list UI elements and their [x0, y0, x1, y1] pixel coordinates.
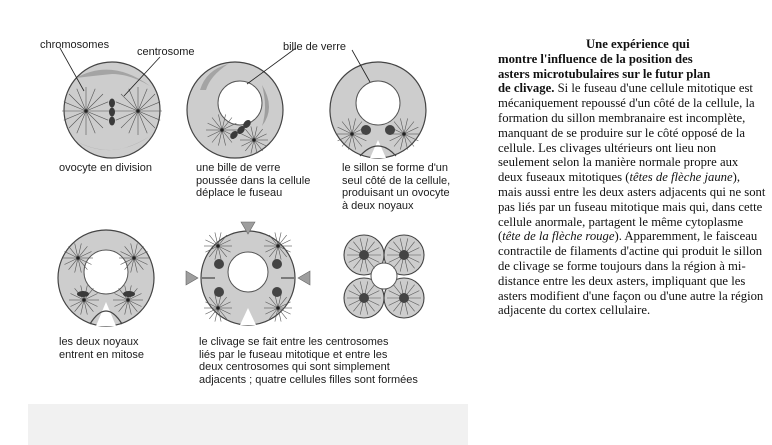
heading-line: Une expérience qui [586, 37, 690, 51]
caption-panel-2: une bille de verre poussée dans la cellule déplace le fuseau [196, 162, 311, 199]
heading-line: montre l'influence de la position des [498, 51, 693, 66]
body-paragraph [498, 81, 765, 317]
heading-line: asters microtubulaires sur le futur plan [498, 66, 711, 81]
heading-line: de clivage. [498, 81, 555, 96]
arrowhead-right [298, 271, 310, 285]
italic-phrase: têtes de flèche jaune [629, 170, 733, 185]
italic-phrase: tête de la flèche rouge [502, 229, 615, 244]
centrosome-dot [136, 109, 140, 113]
aster [114, 87, 162, 135]
label-chromosomes: chromosomes [40, 39, 110, 51]
caption-panel-3: le sillon se forme d'un seul côté de la cellule, produisant un ovocyte à deux noyaux [342, 162, 451, 212]
panel-5-clivage [186, 222, 310, 325]
text-run: ), mais aussi entre les deux asters adjacents qui ne sont pas liés par un fuseau mitotique mais qui, dans cette cellule anormale, partagent le même cytoplasme ( [498, 170, 766, 244]
centrosome-dot [82, 298, 86, 302]
chromosomes-metaphase [109, 99, 115, 126]
caption-panel-1: ovocyte en division [59, 162, 152, 174]
panel-3-sillon [330, 50, 426, 158]
text-run: Si le fuseau d'une cellule mitotique est mécaniquement repoussé d'un côté de la cellule, la formation du sillon membranaire est incomplète, manquant de se produire sur le côté opposé de la cellule. Les clivages ultérieurs ont lieu non seulement selon la manière normale propre aux deux fuseaux mitotiques ( [498, 81, 755, 185]
aster [62, 87, 110, 135]
centrosome-dot [132, 256, 136, 260]
centrosome-dot [220, 128, 224, 132]
caption-panel-4: les deux noyaux entrent en mitose [59, 336, 144, 361]
centrosome-dot [276, 244, 280, 248]
panel-2-bille [187, 48, 296, 158]
text-run: ). Apparemment, le faisceau contractile de filaments d'actine qui produit le sillon de clivage se forme toujours dans la région à mi-distance entre les deux asters, impliquant que les asters modifient d'une façon ou d'une autre la région adjacente du cortex cellulaire. [498, 229, 764, 318]
panel-6-four-cells [344, 235, 424, 318]
centrosome-dot [252, 138, 256, 142]
centrosome-dot [216, 306, 220, 310]
caption-panel-5: le clivage se fait entre les centrosomes liés par le fuseau mitotique et entre les deux centrosomes qui sont simplement adjacents ; quatre cellules filles sont formées [199, 336, 418, 386]
centrosome-dot [84, 109, 88, 113]
centrosome-dot [402, 132, 406, 136]
nucleus [385, 125, 395, 135]
label-bille-de-verre: bille de verre [283, 41, 346, 53]
text-column [498, 37, 766, 318]
centrosome-dot [276, 306, 280, 310]
centrosome-dot [126, 298, 130, 302]
nucleus [361, 125, 371, 135]
panel-1-ovocyte [60, 48, 162, 158]
arrowhead-left [186, 271, 198, 285]
centrosome-dot [76, 256, 80, 260]
label-centrosome: centrosome [137, 46, 195, 58]
centrosome-dot [350, 132, 354, 136]
centrosome-dot [216, 244, 220, 248]
panel-4-mitose [58, 230, 154, 326]
